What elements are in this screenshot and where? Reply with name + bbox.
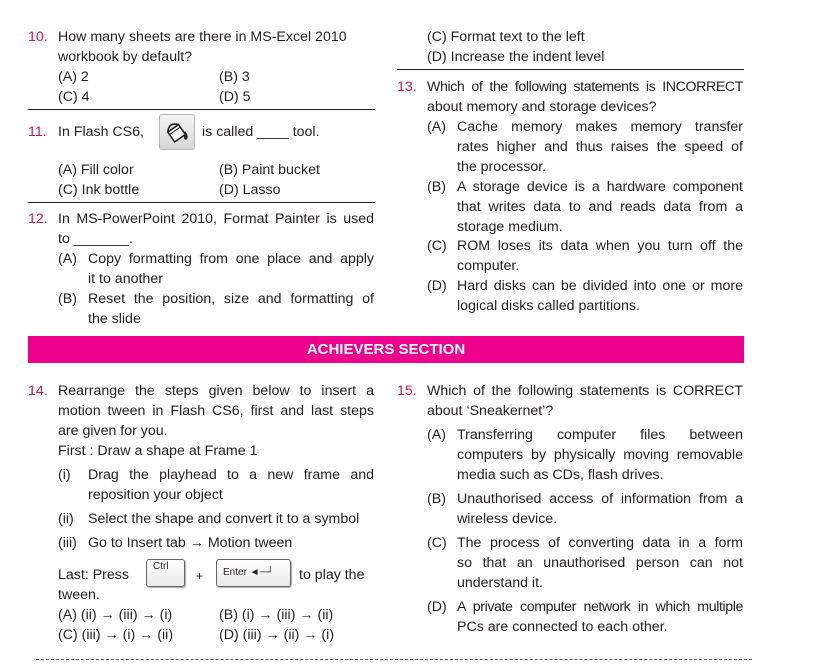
option-c: (C) (iii) → (i) → (ii) — [58, 627, 174, 643]
option-c: (C) Ink bottle — [58, 182, 140, 198]
enter-key: Enter ◄─┘ — [216, 559, 291, 587]
option-c-label: (C) — [427, 535, 447, 551]
option-d: (D) Lasso — [219, 182, 281, 198]
divider — [28, 109, 375, 110]
option-d-label: (D) — [427, 278, 447, 294]
question-text: workbook by default? — [58, 49, 193, 65]
question-text: about ‘Sneakernet’? — [427, 403, 554, 419]
question-text: In MS-PowerPoint 2010, Format Painter is used — [58, 211, 374, 227]
question-text: In Flash CS6, — [58, 124, 144, 140]
option-c-label: (C) — [427, 238, 447, 254]
step-ii: Select the shape and convert it to a symbol — [88, 511, 360, 527]
step-iii-label: (iii) — [58, 535, 77, 551]
last-step-suffix: tween. — [58, 587, 100, 603]
option-b: storage medium. — [457, 219, 563, 235]
option-a-label: (A) — [58, 251, 77, 267]
option-c: so that an unauthorised person can not — [457, 555, 743, 571]
option-b: A storage device is a hardware component — [457, 179, 743, 195]
question-number: 10. — [28, 29, 48, 45]
option-d: (D) (iii) → (ii) → (i) — [219, 627, 335, 643]
option-a: (A) (ii) → (iii) → (i) — [58, 607, 173, 623]
paint-bucket-icon — [159, 114, 195, 150]
option-b: (B) Paint bucket — [219, 162, 320, 178]
last-step-suffix: to play the — [299, 567, 365, 583]
option-a: (A) 2 — [58, 69, 89, 85]
plus-sign: + — [196, 569, 204, 583]
question-text: to _______. — [58, 231, 133, 247]
option-c: understand it. — [457, 575, 543, 591]
step-ii-label: (ii) — [58, 511, 74, 527]
question-text: How many sheets are there in MS-Excel 2010 — [58, 29, 347, 45]
step-i: Drag the playhead to a new frame and — [88, 467, 374, 483]
question-text: motion tween in Flash CS6, first and last steps — [58, 403, 374, 419]
question-text: are given for you. — [58, 423, 168, 439]
option-c: (C) 4 — [58, 89, 90, 105]
option-a: (A) Fill color — [58, 162, 134, 178]
option-b: wireless device. — [457, 511, 558, 527]
option-b-label: (B) — [427, 179, 446, 195]
option-d: (D) 5 — [219, 89, 251, 105]
question-number: 15. — [397, 383, 417, 399]
question-text: Rearrange the steps given below to insert a — [58, 383, 374, 399]
option-c: computer. — [457, 258, 520, 274]
option-c: ROM loses its data when you turn off the — [457, 238, 743, 254]
question-number: 14. — [28, 383, 48, 399]
option-b: Reset the position, size and formatting of — [88, 291, 374, 307]
option-b-label: (B) — [58, 291, 77, 307]
option-a: Transferring computer files between — [457, 427, 743, 443]
option-d: (D) Increase the indent level — [427, 49, 605, 65]
option-a: Cache memory makes memory transfer — [457, 119, 743, 135]
option-a: computers by physically moving removable — [457, 447, 743, 463]
option-c: (C) Format text to the left — [427, 29, 585, 45]
section-banner: ACHIEVERS SECTION — [28, 336, 744, 363]
option-b: (B) (i) → (iii) → (ii) — [219, 607, 334, 623]
option-d: PCs are connected to each other. — [457, 619, 668, 635]
option-a: rates higher and thus raises the speed of — [457, 139, 743, 155]
last-step-prefix: Last: Press — [58, 567, 129, 583]
option-a: Copy formatting from one place and apply — [88, 251, 374, 267]
option-c: The process of converting data in a form — [457, 535, 743, 551]
question-text: about memory and storage devices? — [427, 99, 657, 115]
option-a: the processor. — [457, 159, 547, 175]
option-a-label: (A) — [427, 119, 446, 135]
option-b: (B) 3 — [219, 69, 250, 85]
divider — [397, 69, 744, 70]
option-b: Unauthorised access of information from a — [457, 491, 743, 507]
step-i-label: (i) — [58, 467, 71, 483]
option-a: media such as CDs, flash drives. — [457, 467, 664, 483]
divider — [28, 202, 375, 203]
question-text: Which of the following statements is CORRECT — [427, 383, 743, 399]
cut-line-divider — [36, 659, 752, 660]
question-text: is called ____ tool. — [202, 124, 320, 140]
question-number: 12. — [28, 211, 48, 227]
option-a-label: (A) — [427, 427, 446, 443]
option-b: that writes data to and reads data from a — [457, 199, 743, 215]
option-d: logical disks called partitions. — [457, 298, 640, 314]
option-b: the slide — [88, 311, 141, 327]
option-d: Hard disks can be divided into one or more — [457, 278, 743, 294]
step-iii: Go to Insert tab → Motion tween — [88, 535, 293, 551]
step-i: reposition your object — [88, 487, 223, 503]
option-d-label: (D) — [427, 599, 447, 615]
ctrl-key: Ctrl — [146, 559, 185, 587]
question-text: Which of the following statements is INCORRECT — [427, 79, 743, 95]
question-text: First : Draw a shape at Frame 1 — [58, 443, 258, 459]
option-a: it to another — [88, 271, 163, 287]
question-number: 11. — [28, 124, 47, 140]
option-b-label: (B) — [427, 491, 446, 507]
question-number: 13. — [397, 79, 417, 95]
option-d: A private computer network in which multiple — [457, 599, 743, 615]
